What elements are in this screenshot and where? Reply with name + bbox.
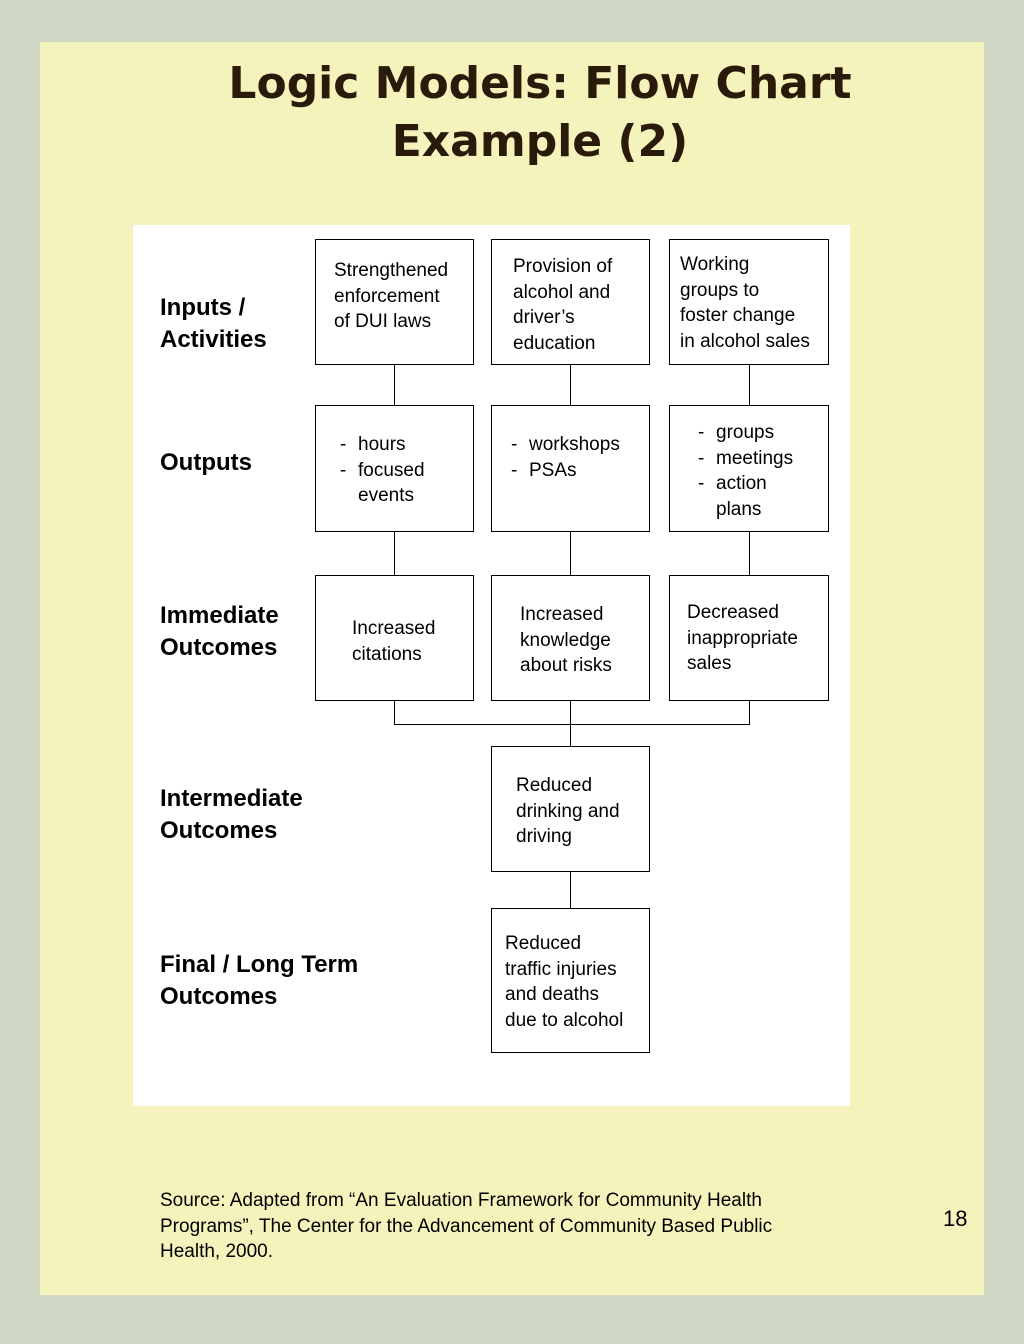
list-item: - groups [698, 420, 808, 446]
connector-line [394, 701, 395, 724]
box-input-dui-enforcement: Strengthened enforcement of DUI laws [315, 239, 474, 365]
row-label-inputs: Inputs / Activities [160, 294, 267, 353]
page-number: 18 [943, 1206, 968, 1231]
list-item: - hours [340, 432, 450, 458]
box-output-groups [669, 405, 829, 532]
connector-line [749, 701, 750, 724]
connector-line [394, 365, 395, 405]
list-item: - PSAs [511, 458, 641, 484]
box-output-hours [315, 405, 474, 532]
box-input-working-groups: Working groups to foster change in alcohol sales [669, 239, 829, 365]
box-immediate-citations: Increased citations [315, 575, 474, 701]
connector-line [394, 724, 750, 725]
row-label-final-outcomes: Final / Long Term Outcomes [160, 951, 359, 1010]
box-immediate-sales: Decreased inappropriate sales [669, 575, 829, 701]
title-line-1: Logic Models: Flow Chart [228, 58, 852, 109]
title-line-2: Example (2) [391, 116, 689, 167]
list-item: - workshops [511, 432, 641, 458]
row-label-intermediate-outcomes: Intermediate Outcomes [160, 785, 303, 844]
box-immediate-knowledge: Increased knowledge about risks [491, 575, 650, 701]
connector-line [570, 365, 571, 405]
connector-line [570, 872, 571, 908]
row-label-immediate-outcomes: Immediate Outcomes [160, 602, 279, 661]
box-final-traffic-injuries: Reduced traffic injuries and deaths due to alcohol [491, 908, 650, 1053]
list-item: - meetings [698, 446, 808, 472]
box-intermediate-drinking-driving: Reduced drinking and driving [491, 746, 650, 872]
slide-title [120, 55, 960, 171]
connector-line [394, 532, 395, 575]
list-item: - action plans [698, 471, 808, 522]
box-output-workshops [491, 405, 650, 532]
box-input-alcohol-education: Provision of alcohol and driver’s education [491, 239, 650, 365]
connector-line [570, 532, 571, 575]
row-label-outputs: Outputs [160, 449, 252, 476]
source-citation: Source: Adapted from “An Evaluation Framework for Community Health Programs”, The Center for the Advancement of Community Based Public Health, 2000. [160, 1190, 773, 1262]
connector-line [749, 532, 750, 575]
connector-line [749, 365, 750, 405]
list-item: - focused events [340, 458, 450, 509]
